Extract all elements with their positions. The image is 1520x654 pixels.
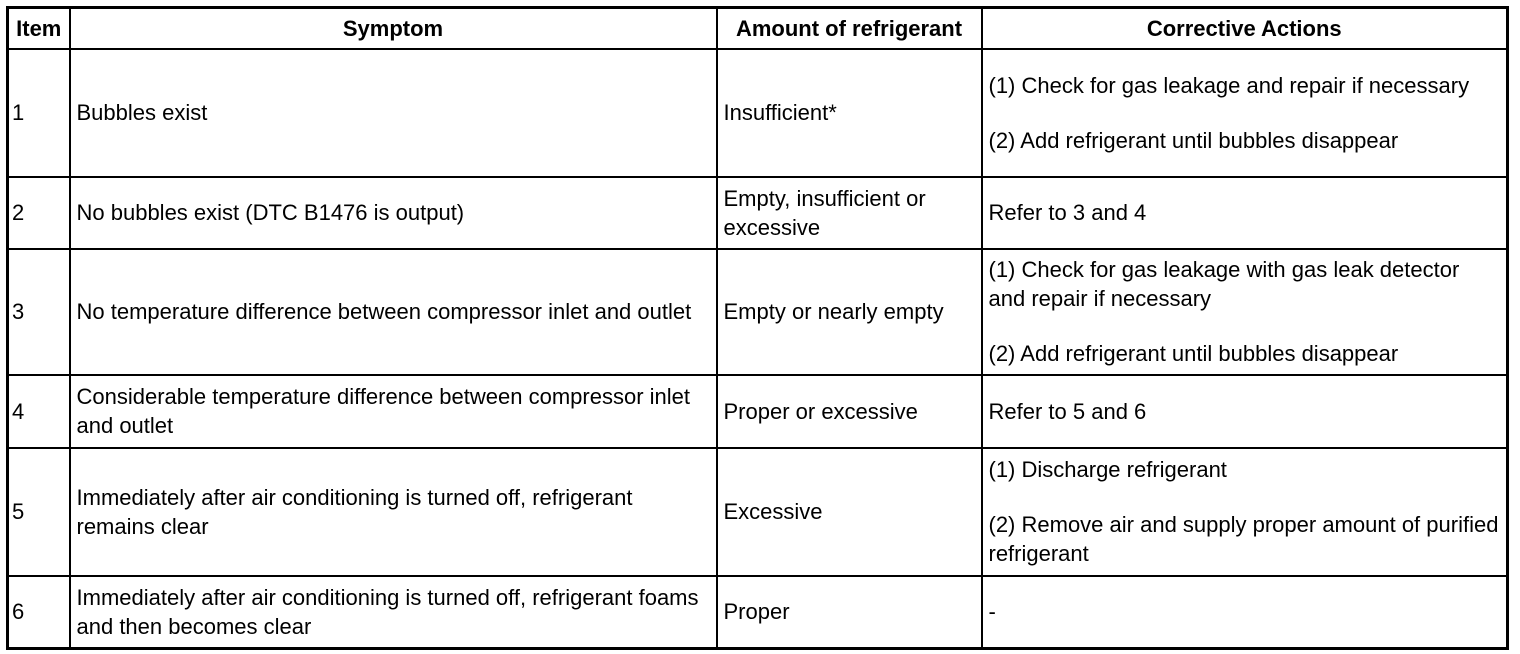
- item-cell: 1: [8, 49, 70, 177]
- table-header-row: [8, 8, 1508, 49]
- table-row: [8, 49, 1508, 177]
- table-row: [8, 375, 1508, 448]
- item-cell: 2: [8, 177, 70, 249]
- actions-cell: [982, 249, 1508, 375]
- symptom-cell: Immediately after air conditioning is turned off, refrigerant foams and then becomes clear: [70, 576, 717, 649]
- amount-cell: Insufficient*: [717, 49, 982, 177]
- table-row: [8, 249, 1508, 375]
- action-step: Refer to 3 and 4: [988, 200, 1147, 225]
- item-cell: 5: [8, 448, 70, 576]
- action-step: (2) Add refrigerant until bubbles disappear: [988, 341, 1399, 366]
- symptom-cell: No temperature difference between compressor inlet and outlet: [70, 249, 717, 375]
- amount-cell: Empty, insufficient or excessive: [717, 177, 982, 249]
- amount-cell: Proper or excessive: [717, 375, 982, 448]
- actions-cell: [982, 177, 1508, 249]
- actions-cell: [982, 576, 1508, 649]
- table-row: [8, 177, 1508, 249]
- item-cell: 4: [8, 375, 70, 448]
- action-step: (1) Check for gas leakage and repair if necessary: [988, 72, 1470, 98]
- amount-cell: Excessive: [717, 448, 982, 576]
- actions-cell: [982, 49, 1508, 177]
- table-row: [8, 448, 1508, 576]
- action-step: (2) Add refrigerant until bubbles disappear: [988, 127, 1399, 153]
- symptom-cell: No bubbles exist (DTC B1476 is output): [70, 177, 717, 249]
- symptom-cell: Considerable temperature difference between compressor inlet and outlet: [70, 375, 717, 448]
- table-row: [8, 576, 1508, 649]
- actions-cell: [982, 448, 1508, 576]
- symptom-cell: Immediately after air conditioning is turned off, refrigerant remains clear: [70, 448, 717, 576]
- action-step: -: [988, 599, 996, 625]
- refrigerant-diagnosis-table: [6, 6, 1509, 650]
- action-step: (1) Discharge refrigerant: [988, 457, 1227, 482]
- action-step: (2) Remove air and supply proper amount of purified refrigerant: [988, 512, 1499, 566]
- action-step: Refer to 5 and 6: [988, 398, 1147, 424]
- header-corrective-actions: Corrective Actions: [982, 8, 1508, 49]
- action-step: (1) Check for gas leakage with gas leak detector and repair if necessary: [988, 257, 1460, 311]
- header-amount-of-refrigerant: Amount of refrigerant: [717, 8, 982, 49]
- item-cell: 3: [8, 249, 70, 375]
- amount-cell: Empty or nearly empty: [717, 249, 982, 375]
- amount-cell: Proper: [717, 576, 982, 649]
- item-cell: 6: [8, 576, 70, 649]
- actions-cell: [982, 375, 1508, 448]
- header-symptom: Symptom: [70, 8, 717, 49]
- symptom-cell: Bubbles exist: [70, 49, 717, 177]
- header-item: Item: [8, 8, 70, 49]
